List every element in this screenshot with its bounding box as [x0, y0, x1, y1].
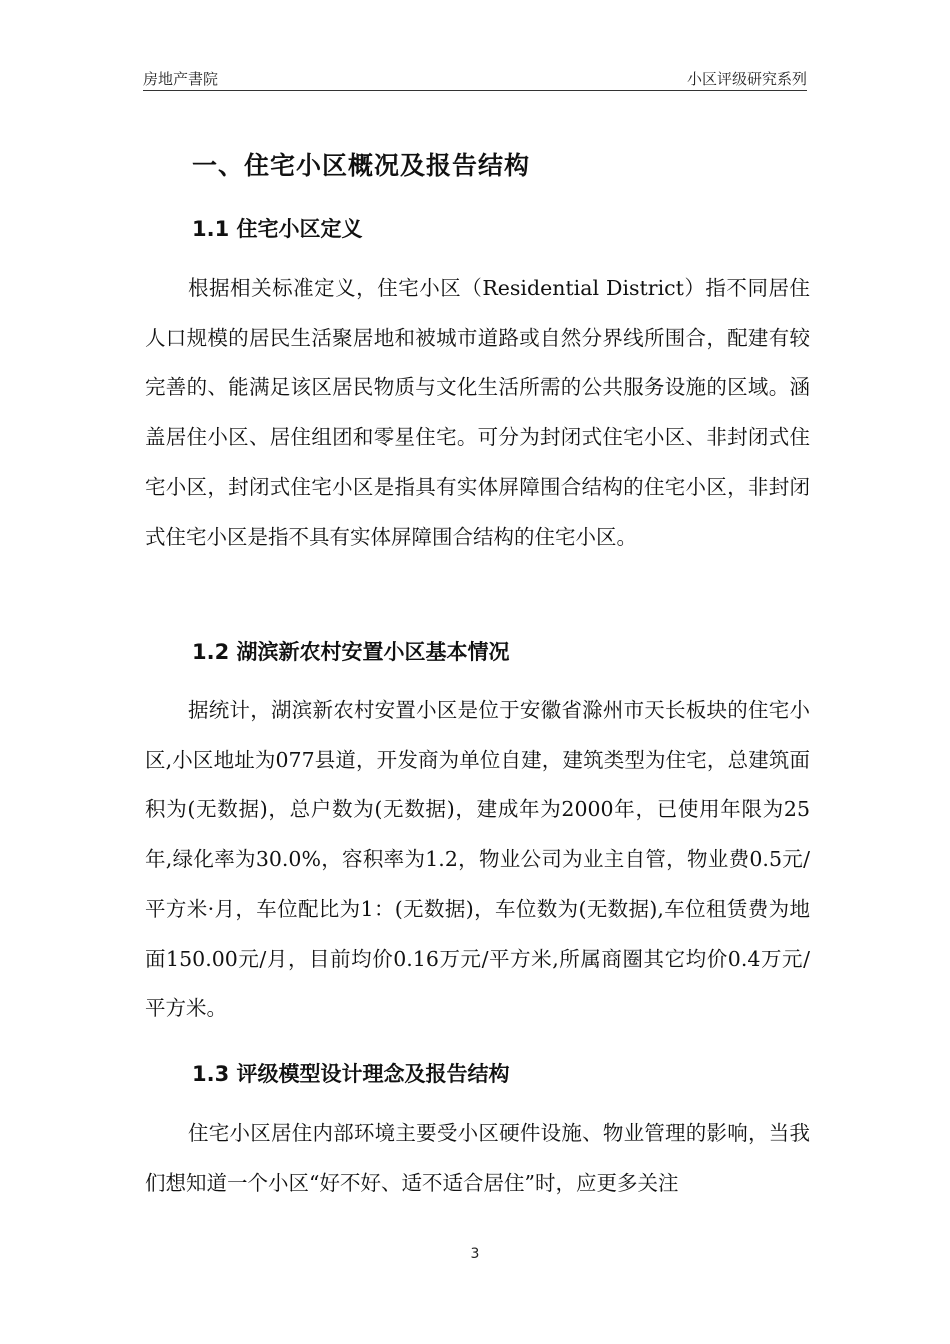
subsection-heading-1-2: 1.2 湖滨新农村安置小区基本情况 [192, 640, 510, 664]
paragraph-basic-info: 据统计，湖滨新农村安置小区是位于安徽省滁州市天长板块的住宅小区,小区地址为077县道，开发商为单位自建，建筑类型为住宅，总建筑面积为(无数据)，总户数为(无数据)，建成年为2000年，已使用年限为25年,绿化率为30.0%，容积率为1.2，物业公司为业主自管，物业费0.5元/平方米·月，车位配比为1：(无数据)，车位数为(无数据),车位租赁费为地面150.00元/月，目前均价0.16万元/平方米,所属商圈其它均价0.4万元/平方米。 [145, 698, 810, 1021]
page-number: 3 [470, 1246, 480, 1262]
header-publisher: 房地产書院 [143, 70, 219, 88]
header-divider [143, 90, 807, 91]
paragraph-model-design: 住宅小区居住内部环境主要受小区硬件设施、物业管理的影响，当我们想知道一个小区“好不好、适不适合居住”时，应更多关注 [145, 1121, 810, 1195]
paragraph-definition: 根据相关标准定义，住宅小区（Residential District）指不同居住人口规模的居民生活聚居地和被城市道路或自然分界线所围合，配建有较完善的、能满足该区居民物质与文化生活所需的公共服务设施的区域。涵盖居住小区、居住组团和零星住宅。可分为封闭式住宅小区、非封闭式住宅小区，封闭式住宅小区是指具有实体屏障围合结构的住宅小区，非封闭式住宅小区是指不具有实体屏障围合结构的住宅小区。 [145, 276, 810, 549]
header-series-title: 小区评级研究系列 [686, 70, 807, 88]
section-heading: 一、住宅小区概况及报告结构 [192, 151, 531, 180]
subsection-heading-1-3: 1.3 评级模型设计理念及报告结构 [192, 1062, 510, 1086]
subsection-heading-1-1: 1.1 住宅小区定义 [192, 217, 363, 241]
